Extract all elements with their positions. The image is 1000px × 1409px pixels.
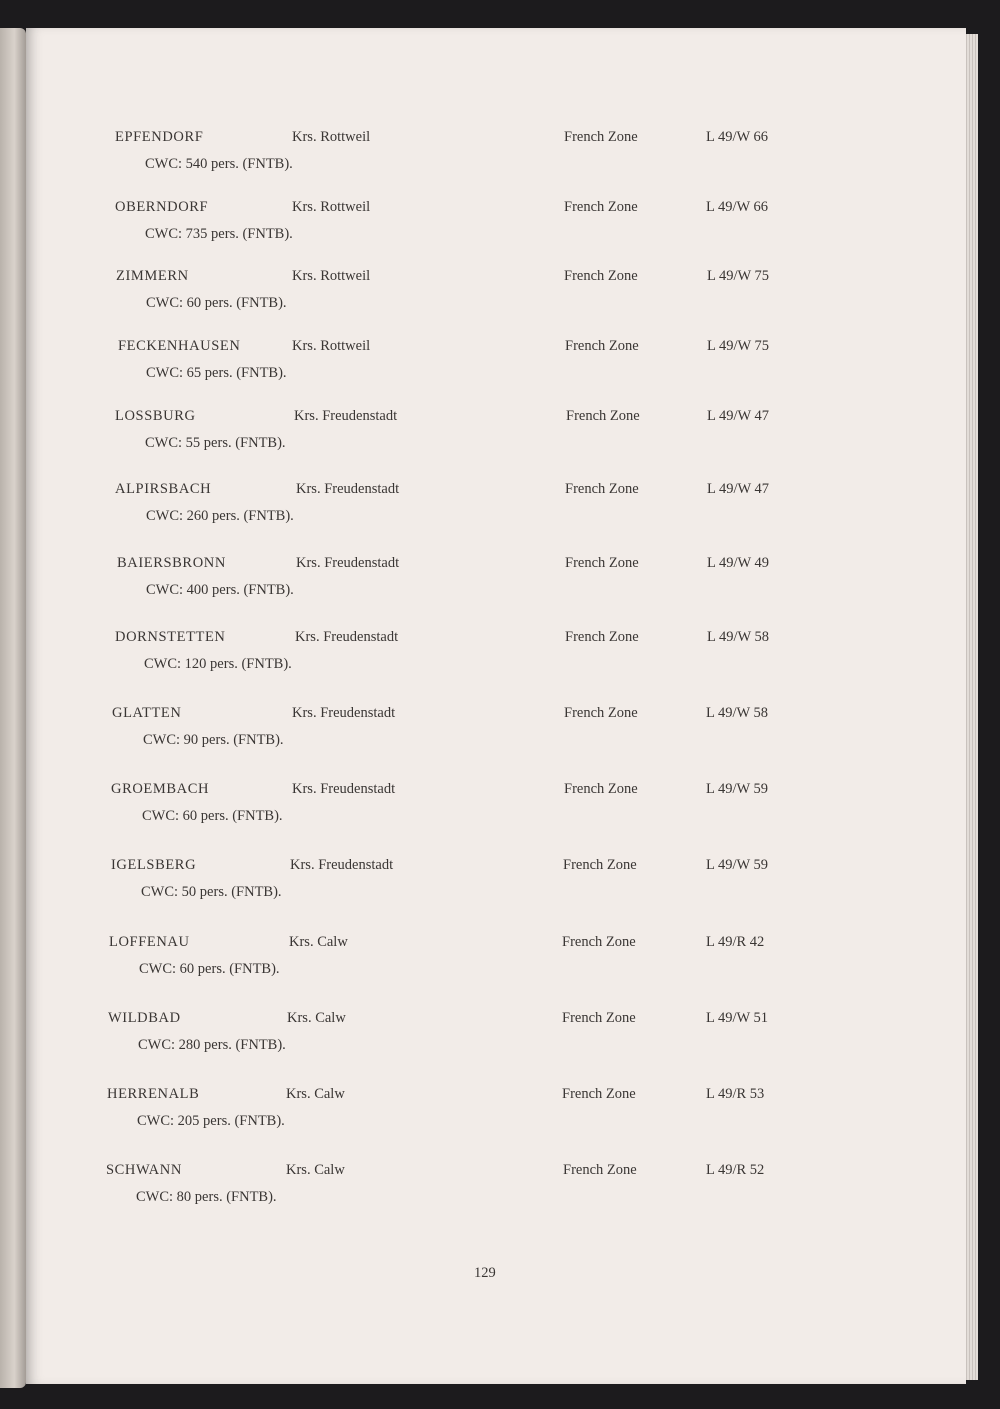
list-item <box>26 129 966 189</box>
district-name: Krs. Calw <box>286 1086 345 1102</box>
district-name: Krs. Freudenstadt <box>296 481 400 497</box>
cwc-count: CWC: 50 pers. (FNTB). <box>141 884 282 900</box>
facing-page-edge <box>0 28 26 1388</box>
place-name: SCHWANN <box>106 1162 182 1178</box>
grid-reference: L 49/R 53 <box>706 1086 765 1102</box>
list-item <box>26 629 966 689</box>
district-name: Krs. Freudenstadt <box>290 857 394 873</box>
district-name: Krs. Calw <box>289 934 348 950</box>
place-name: BAIERSBRONN <box>117 555 226 571</box>
cwc-count: CWC: 260 pers. (FNTB). <box>146 508 294 524</box>
grid-reference: L 49/R 42 <box>706 934 765 950</box>
place-name: ALPIRSBACH <box>115 481 212 497</box>
place-name: GROEMBACH <box>111 781 210 797</box>
zone-name: French Zone <box>562 1086 636 1102</box>
cwc-count: CWC: 280 pers. (FNTB). <box>138 1037 286 1053</box>
list-item <box>26 268 966 328</box>
zone-name: French Zone <box>563 857 637 873</box>
list-item <box>26 408 966 468</box>
cwc-count: CWC: 80 pers. (FNTB). <box>136 1189 277 1205</box>
grid-reference: L 49/W 58 <box>706 705 769 721</box>
zone-name: French Zone <box>565 555 639 571</box>
list-item <box>26 934 966 994</box>
list-item <box>26 1162 966 1222</box>
list-item <box>26 857 966 917</box>
grid-reference: L 49/W 49 <box>707 555 770 571</box>
place-name: DORNSTETTEN <box>115 629 226 645</box>
district-name: Krs. Rottweil <box>292 199 371 215</box>
cwc-count: CWC: 90 pers. (FNTB). <box>143 732 284 748</box>
list-item <box>26 1010 966 1070</box>
place-name: EPFENDORF <box>115 129 204 145</box>
cwc-count: CWC: 60 pers. (FNTB). <box>146 295 287 311</box>
grid-reference: L 49/W 47 <box>707 408 770 424</box>
list-item <box>26 705 966 765</box>
page-number: 129 <box>474 1265 496 1281</box>
list-item <box>26 199 966 259</box>
zone-name: French Zone <box>562 1010 636 1026</box>
district-name: Krs. Calw <box>287 1010 346 1026</box>
place-name: HERRENALB <box>107 1086 200 1102</box>
grid-reference: L 49/W 51 <box>706 1010 769 1026</box>
place-name: WILDBAD <box>108 1010 181 1026</box>
list-item <box>26 1086 966 1146</box>
grid-reference: L 49/W 66 <box>706 129 769 145</box>
zone-name: French Zone <box>564 781 638 797</box>
place-name: IGELSBERG <box>111 857 197 873</box>
place-name: FECKENHAUSEN <box>118 338 241 354</box>
cwc-count: CWC: 400 pers. (FNTB). <box>146 582 294 598</box>
list-item <box>26 781 966 841</box>
district-name: Krs. Rottweil <box>292 338 371 354</box>
cwc-count: CWC: 540 pers. (FNTB). <box>145 156 293 172</box>
document-page <box>26 28 966 1384</box>
district-name: Krs. Freudenstadt <box>296 555 400 571</box>
zone-name: French Zone <box>562 934 636 950</box>
grid-reference: L 49/W 58 <box>707 629 770 645</box>
cwc-count: CWC: 60 pers. (FNTB). <box>142 808 283 824</box>
zone-name: French Zone <box>565 338 639 354</box>
zone-name: French Zone <box>565 481 639 497</box>
place-name: OBERNDORF <box>115 199 209 215</box>
place-name: GLATTEN <box>112 705 182 721</box>
zone-name: French Zone <box>564 705 638 721</box>
zone-name: French Zone <box>566 408 640 424</box>
grid-reference: L 49/W 47 <box>707 481 770 497</box>
zone-name: French Zone <box>565 629 639 645</box>
zone-name: French Zone <box>564 268 638 284</box>
district-name: Krs. Freudenstadt <box>295 629 399 645</box>
place-name: ZIMMERN <box>116 268 189 284</box>
cwc-count: CWC: 120 pers. (FNTB). <box>144 656 292 672</box>
zone-name: French Zone <box>563 1162 637 1178</box>
grid-reference: L 49/W 59 <box>706 857 769 873</box>
district-name: Krs. Calw <box>286 1162 345 1178</box>
cwc-count: CWC: 65 pers. (FNTB). <box>146 365 287 381</box>
district-name: Krs. Rottweil <box>292 129 371 145</box>
grid-reference: L 49/W 66 <box>706 199 769 215</box>
zone-name: French Zone <box>564 199 638 215</box>
district-name: Krs. Rottweil <box>292 268 371 284</box>
grid-reference: L 49/W 59 <box>706 781 769 797</box>
cwc-count: CWC: 735 pers. (FNTB). <box>145 226 293 242</box>
district-name: Krs. Freudenstadt <box>292 705 396 721</box>
cwc-count: CWC: 60 pers. (FNTB). <box>139 961 280 977</box>
page-stack-edge <box>964 34 978 1380</box>
place-name: LOFFENAU <box>109 934 190 950</box>
grid-reference: L 49/W 75 <box>707 268 770 284</box>
place-name: LOSSBURG <box>115 408 196 424</box>
district-name: Krs. Freudenstadt <box>292 781 396 797</box>
list-item <box>26 338 966 398</box>
grid-reference: L 49/W 75 <box>707 338 770 354</box>
cwc-count: CWC: 55 pers. (FNTB). <box>145 435 286 451</box>
list-item <box>26 481 966 541</box>
list-item <box>26 555 966 615</box>
district-name: Krs. Freudenstadt <box>294 408 398 424</box>
grid-reference: L 49/R 52 <box>706 1162 765 1178</box>
zone-name: French Zone <box>564 129 638 145</box>
cwc-count: CWC: 205 pers. (FNTB). <box>137 1113 285 1129</box>
